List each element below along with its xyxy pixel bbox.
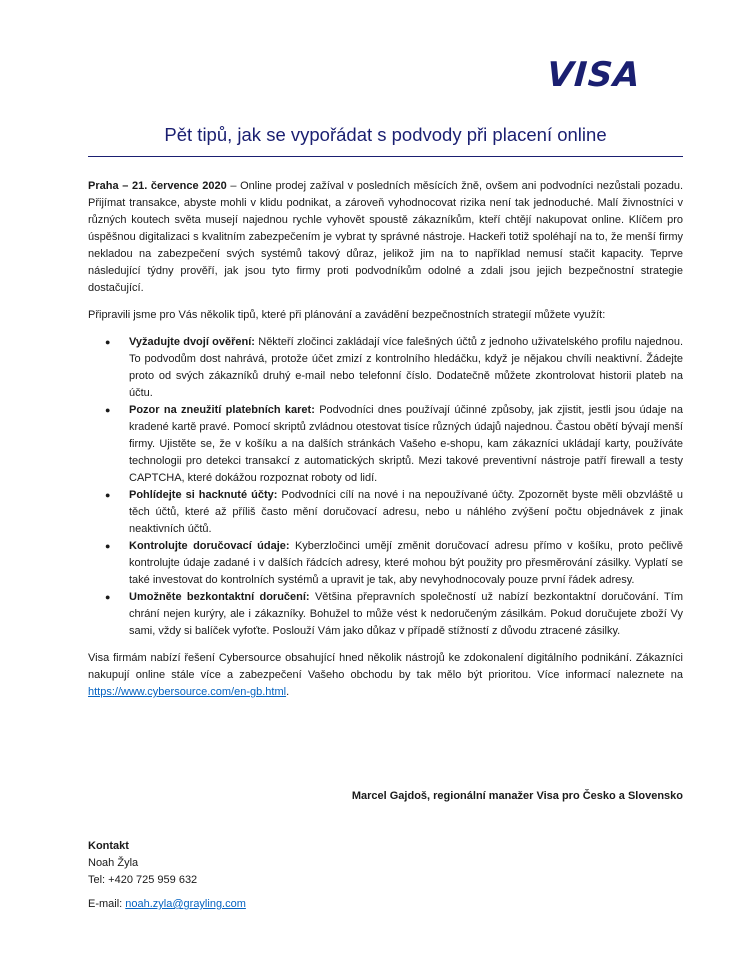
tip-title: Pozor na zneužití platebních karet: [129, 404, 315, 416]
email-link[interactable]: noah.zyla@grayling.com [125, 898, 246, 910]
list-item [105, 589, 683, 640]
article-body [88, 178, 683, 711]
tip-text: Podvodníci dnes používají účinné způsoby, jak zjistit, jestli jsou údaje na kradené kartě pravé. Pomocí skriptů zvládnou otestovat tisíce různých údajů najednou. Častou obětí bývají menší firmy. Ujistěte se, že v košíku a na dalších stránkách Vašeho e-shopu, kam zákazníci ukládají karty, používáte technologii pro detekci transakcí z automatických skriptů. Mezi takové preventivní nástroje patří firewall a testy CAPTCHA, které dokážou rozpoznat roboty od lidí. [129, 404, 683, 484]
bullet-icon: ● [105, 405, 111, 415]
tips-list [88, 334, 683, 640]
closing-paragraph [88, 650, 683, 701]
title-divider [88, 156, 683, 157]
visa-logo: VISA [545, 55, 643, 95]
bullet-icon: ● [105, 541, 111, 551]
tip-text: Kyberzločinci umějí změnit doručovací adresu přímo v košíku, proto pečlivě kontrolujte údaje zadané i v dalších řádcích adresy, které mohou být použity pro přesměrování zásilky. Vyplatí se také investovat do kontrolních systémů a upravit je tak, aby nevyhodnocovaly pouze první řádek adresy. [129, 540, 683, 586]
contact-phone: Tel: +420 725 959 632 [88, 874, 198, 886]
email-label: E-mail: [88, 898, 126, 910]
intro-text: – Online prodej zažíval v posledních měsících žně, ovšem ani podvodníci nezůstali pozadu. Přijímat transakce, abyste mohli v klidu podnikat, a zároveň vyhodnocovat rizika není tak jednoduché. Malí živnostníci v různých koutech světa musejí najednou rychle vyhovět spoustě zákazníkům, kteří chtějí nakupovat online. Klíčem pro úspěšnou digitalizaci s kvalitním zabezpečením je vybrat ty správné nástroje. Hackeři totiž spoléhají na to, že menší firmy nekladou na zabezpečení svých systémů takový důraz, jelikož jim na to například nemusí stačit kapacity. Teprve následující týdny prověří, jak jsou tyto firmy proti podvodníkům odolné a zdali jsou jejich bezpečnostní strategie dostačující. [88, 180, 684, 294]
tip-text: Většina přepravních společností už nabízí bezkontaktní doručování. Tím chrání nejen kurýry, ale i zákazníky. Bohužel to může vést k nedoručeným zásilkám. Pokud doručujete zboží Vy sami, vždy si balíček vyfoťte. Poslouží Vám jako důkaz v případě stížností z důvodu ztracené zásilky. [129, 591, 683, 637]
dateline: Praha – 21. července 2020 [88, 180, 227, 192]
lead-paragraph: Připravili jsme pro Vás několik tipů, které při plánování a zavádění bezpečnostních strategií můžete využít: [88, 309, 606, 321]
contact-heading: Kontakt [88, 840, 129, 852]
list-item [105, 334, 684, 402]
list-item [105, 402, 683, 487]
tip-text: Podvodníci cílí na nové i na nepoužívané účty. Zpozornět byste měli obzvláště u těch účtů, které až příliš často mění doručovací adresu, nebo u náhlého zvýšení počtu objednávek z jinak neaktivních účtů. [129, 489, 684, 535]
tip-text: Někteří zločinci zakládají více falešných účtů z jednoho uživatelského profilu najednou. To podvodům dost nahrává, protože účet zmizí z kontrolního hledáčku, když je nějakou chvíli neaktivní. Žádejte proto od svých zákazníků druhý e-mail nebo telefonní číslo. Dodatečně můžete zkontrolovat historii plateb na účtu. [129, 336, 684, 399]
list-item [105, 538, 683, 589]
contact-name: Noah Žyla [88, 857, 139, 869]
bullet-icon: ● [105, 490, 111, 500]
tip-title: Pohlídejte si hacknuté účty: [129, 489, 278, 501]
contact-block [88, 838, 488, 913]
tip-title: Umožněte bezkontaktní doručení: [129, 591, 310, 603]
tip-title: Kontrolujte doručovací údaje: [129, 540, 290, 552]
intro-paragraph [88, 178, 683, 297]
signature: Marcel Gajdoš, regionální manažer Visa pro Česko a Slovensko [351, 790, 683, 802]
closing-end: . [286, 686, 290, 698]
cybersource-link[interactable]: https://www.cybersource.com/en-gb.html [88, 686, 287, 698]
tip-title: Vyžadujte dvojí ověření: [129, 336, 255, 348]
bullet-icon: ● [105, 337, 111, 347]
list-item [105, 487, 684, 538]
document-title: Pět tipů, jak se vypořádat s podvody při placení online [164, 124, 607, 145]
bullet-icon: ● [105, 592, 111, 602]
contact-email-line [88, 896, 488, 913]
closing-text: Visa firmám nabízí řešení Cybersource obsahující hned několik nástrojů ke zdokonalení digitálního podnikání. Zákazníci nakupují online stále více a zabezpečení Vašeho obchodu by tak mělo být prioritou. Více informací naleznete na [88, 652, 683, 681]
